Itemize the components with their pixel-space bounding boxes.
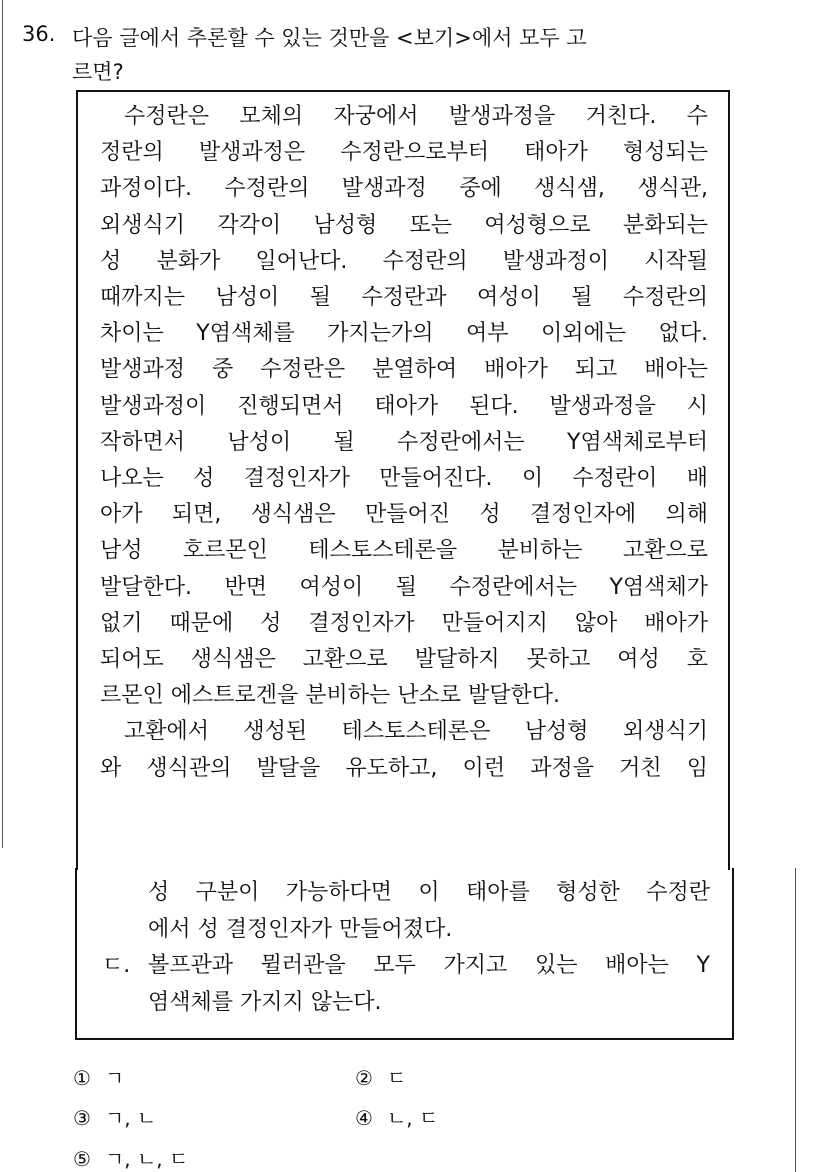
passage-line: 정란의 발생과정은 수정란으로부터 태아가 형성되는 [100, 140, 708, 166]
choice-number: ④ [355, 1106, 373, 1130]
choice-1[interactable] [73, 1062, 124, 1091]
choice-number: ⑤ [73, 1147, 91, 1171]
passage-line: 되어도 생식샘은 고환으로 발달하지 못하고 여성 호 [100, 647, 708, 672]
choice-number: ③ [73, 1106, 91, 1130]
question-text-line2: 르면? [72, 60, 124, 84]
passage-line: 외생식기 각각이 남성형 또는 여성형으로 분화되는 [100, 212, 708, 238]
bogi-item-text: 염색체를 가지지 않는다. [148, 989, 382, 1015]
bogi-item-text: 에서 성 결정인자가 만들어졌다. [148, 916, 453, 942]
passage-line: 나오는 성 결정인자가 만들어진다. 이 수정란이 배 [100, 466, 708, 491]
choice-2[interactable] [355, 1062, 406, 1091]
choice-text: ㄴ, ㄷ [386, 1106, 439, 1130]
passage-line: 과정이다. 수정란의 발생과정 중에 생식샘, 생식관, [100, 176, 708, 202]
passage-line: 없기 때문에 성 결정인자가 만들어지지 않아 배아가 [100, 610, 708, 636]
passage-line: 발생과정이 진행되면서 태아가 된다. 발생과정을 시 [100, 393, 708, 419]
choice-text: ㄷ [386, 1066, 407, 1090]
choice-4[interactable] [355, 1102, 438, 1131]
column-divider-left [2, 0, 3, 848]
choice-text: ㄱ [104, 1066, 125, 1090]
choice-5[interactable] [73, 1143, 188, 1172]
bogi-item-label: ㄷ. [102, 953, 131, 978]
passage-line: 성 분화가 일어난다. 수정란의 발생과정이 시작될 [100, 248, 708, 274]
question-text-line1: 다음 글에서 추론할 수 있는 것만을 <보기>에서 모두 고 [72, 26, 587, 50]
passage-line: 발달한다. 반면 여성이 될 수정란에서는 Y염색체가 [100, 574, 708, 600]
passage-line: 르몬인 에스트로겐을 분비하는 난소로 발달한다. [100, 683, 561, 709]
passage-line: 고환에서 생성된 테스토스테론은 남성형 외생식기 [124, 719, 708, 745]
passage-line: 차이는 Y염색체를 가지는가의 여부 이외에는 없다. [100, 321, 708, 347]
passage-line: 수정란은 모체의 자궁에서 발생과정을 거친다. 수 [124, 104, 708, 129]
choice-3[interactable] [73, 1102, 156, 1131]
bogi-item-text: 성 구분이 가능하다면 이 태아를 형성한 수정란 [148, 880, 710, 905]
bogi-item-text: 볼프관과 뮐러관을 모두 가지고 있는 배아는 Y [148, 953, 710, 978]
choice-text: ㄱ, ㄴ, ㄷ [104, 1147, 189, 1171]
passage-line: 작하면서 남성이 될 수정란에서는 Y염색체로부터 [100, 429, 708, 455]
passage-line: 발생과정 중 수정란은 분열하여 배아가 되고 배아는 [100, 357, 708, 383]
column-divider-right [795, 868, 796, 1172]
passage-line: 아가 되면, 생식샘은 만들어진 성 결정인자에 의해 [100, 502, 708, 528]
choice-number: ② [355, 1066, 373, 1090]
passage-line: 와 생식관의 발달을 유도하고, 이런 과정을 거친 임 [100, 755, 708, 781]
passage-line: 남성 호르몬인 테스토스테론을 분비하는 고환으로 [100, 538, 708, 564]
passage-line: 때까지는 남성이 될 수정란과 여성이 될 수정란의 [100, 285, 708, 310]
choice-text: ㄱ, ㄴ [104, 1106, 157, 1130]
choice-number: ① [73, 1066, 91, 1090]
question-number: 36. [22, 22, 56, 46]
